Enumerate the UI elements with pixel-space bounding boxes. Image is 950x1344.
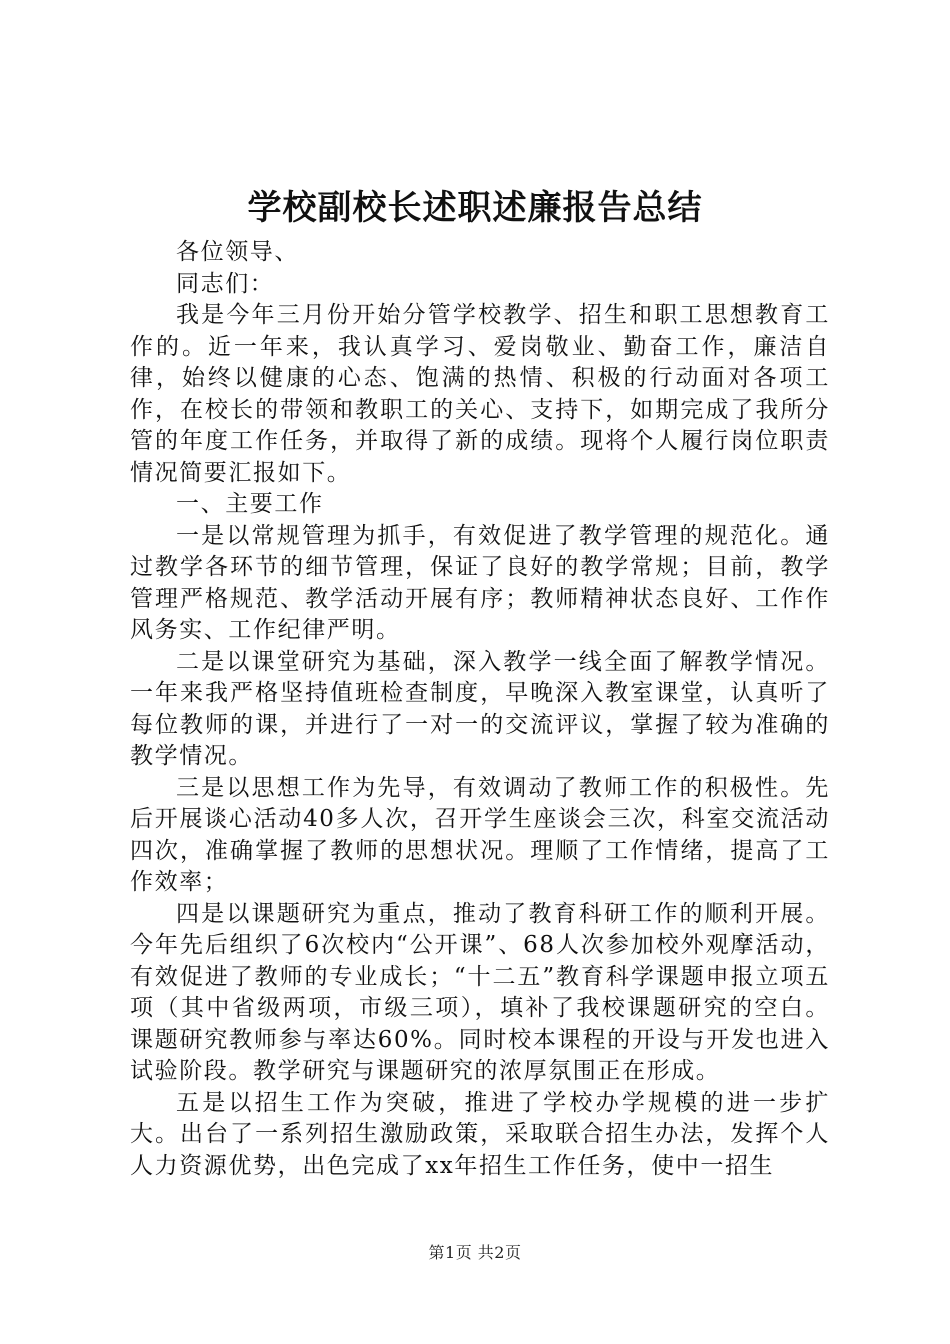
salutation-line-1: 各位领导、 [176, 239, 299, 265]
body-paragraph-3: 三是以思想工作为先导，有效调动了教师工作的积极性。先后开展谈心活动40多人次，召开学生座谈会三次，科室交流活动四次，准确掌握了教师的思想状况。理顺了工作情绪，提高了工作效率； [130, 774, 830, 895]
salutation-line-2: 同志们： [176, 270, 275, 297]
intro-paragraph: 我是今年三月份开始分管学校教学、招生和职工思想教育工作的。近一年来，我认真学习、爱岗敬业、勤奋工作，廉洁自律，始终以健康的心态、饱满的热情、积极的行动面对各项工作，在校长的带领和教职工的关心、支持下，如期完成了我所分管的年度工作任务，并取得了新的成绩。现将个人履行岗位职责情况简要汇报如下。 [130, 302, 830, 486]
page-number-footer: 第1页 共2页 [428, 1243, 522, 1262]
body-paragraph-1: 一是以常规管理为抓手，有效促进了教学管理的规范化。通过教学各环节的细节管理，保证了良好的教学常规；目前，教学管理严格规范、教学活动开展有序；教师精神状态良好、工作作风务实、工作纪律严明。 [130, 522, 830, 643]
document-title: 学校副校长述职述廉报告总结 [247, 188, 703, 228]
body-paragraph-5: 五是以招生工作为突破，推进了学校办学规模的进一步扩大。出台了一系列招生激励政策，采取联合招生办法，发挥个人人力资源优势，出色完成了xx年招生工作任务，使中一招生 [130, 1089, 830, 1179]
body-paragraph-2: 二是以课堂研究为基础，深入教学一线全面了解教学情况。一年来我严格坚持值班检查制度，早晚深入教室课堂，认真听了每位教师的课，并进行了一对一的交流评议，掌握了较为准确的教学情况。 [130, 648, 830, 769]
document-body [130, 237, 830, 1182]
body-paragraph-4: 四是以课题研究为重点，推动了教育科研工作的顺利开展。今年先后组织了6次校内“公开课”、68人次参加校外观摩活动，有效促进了教师的专业成长；“十二五”教育科学课题申报立项五项（其中省级两项，市级三项），填补了我校课题研究的空白。课题研究教师参与率达60%。同时校本课程的开设与开发也进入试验阶段。教学研究与课题研究的浓厚氛围正在形成。 [130, 900, 830, 1084]
section-heading: 一、主要工作 [176, 491, 324, 517]
